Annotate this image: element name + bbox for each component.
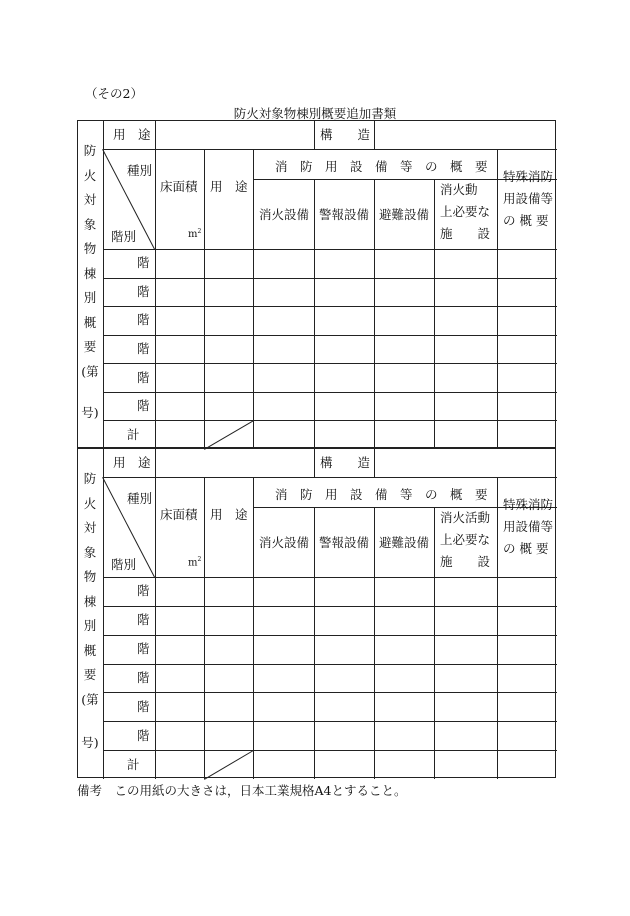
- label-kai: 階: [137, 369, 150, 385]
- label-kai: 階: [137, 341, 150, 356]
- label-tokushu: 特殊消防: [503, 169, 554, 184]
- label-youto: 用 途: [113, 455, 151, 470]
- label-tokushu: 特殊消防: [503, 497, 554, 512]
- label-katsudou: 消火動: [440, 182, 478, 197]
- col-line-kai: [155, 477, 156, 779]
- label-katsudou: 消火活動: [440, 510, 491, 525]
- label-col-youto: 用 途: [210, 507, 248, 522]
- label-yukamenseki: 床面積: [160, 507, 198, 522]
- label-tokushu: 用設備等: [503, 191, 554, 206]
- side-title-char: 概: [83, 314, 97, 330]
- label-kai: 階: [137, 255, 150, 271]
- side-title-char: 防: [83, 143, 97, 158]
- side-title-char: 物: [83, 241, 97, 256]
- row-line-floor: [103, 363, 557, 364]
- side-title-char: 号): [81, 735, 99, 750]
- label-kei: 計: [127, 426, 140, 442]
- label-col-youto: 用 途: [210, 179, 248, 194]
- label-kai: 階: [137, 283, 150, 299]
- label-katsudou: 上必要な: [440, 532, 491, 547]
- label-shouka: 消火設備: [259, 535, 310, 550]
- col-line-youto-label: [155, 121, 156, 149]
- label-katsudou: 施 設: [440, 226, 491, 241]
- total-diagonal: [204, 420, 254, 449]
- row-line-floor: [103, 420, 557, 421]
- side-title-char: 対: [83, 520, 97, 535]
- side-title-char: 火: [83, 495, 97, 511]
- row-line-floor: [103, 306, 557, 307]
- side-title-char: 要: [83, 667, 97, 682]
- col-line-tokushu: [497, 477, 498, 779]
- col-line-hinan: [434, 179, 435, 449]
- label-kai: 階: [137, 670, 150, 685]
- row-line-floor: [103, 278, 557, 279]
- building-summary-table-1: [77, 120, 556, 448]
- col-line-shouka: [314, 179, 315, 449]
- col-line-tokushu: [497, 149, 498, 449]
- side-title-char: 棟: [83, 593, 97, 609]
- label-unit-m2: $m^2$: [188, 556, 202, 569]
- label-kai: 階: [137, 398, 150, 414]
- label-tokushu: 用設備等: [503, 519, 554, 534]
- label-hinan: 避難設備: [379, 535, 430, 550]
- row-line-floor: [103, 721, 557, 722]
- side-divider: [103, 449, 104, 779]
- label-kaibetsu: 階別: [111, 229, 137, 244]
- side-title-char: 別: [83, 618, 97, 633]
- label-shouka: 消火設備: [259, 207, 310, 222]
- building-summary-table-2: [77, 448, 556, 778]
- col-line-youto: [253, 149, 254, 449]
- side-title-char: (第: [81, 363, 99, 379]
- row-line-floor: [103, 606, 557, 607]
- document-title: 防火対象物棟別概要追加書類: [233, 106, 397, 121]
- label-hinan: 避難設備: [379, 207, 430, 222]
- col-line-keihou: [374, 507, 375, 779]
- row-line-floor: [103, 392, 557, 393]
- row-line-floor: [103, 750, 557, 751]
- row-line-header-bottom: [103, 249, 557, 250]
- row-line-floor: [103, 635, 557, 636]
- col-line-yuka: [204, 149, 205, 449]
- label-gaiyou: 消 防 用 設 備 等 の 概 要: [275, 487, 488, 502]
- row-line-youto: [103, 477, 557, 478]
- label-kai: 階: [137, 312, 150, 328]
- row-line-youto: [103, 149, 557, 150]
- side-title-char: (第: [81, 691, 99, 707]
- label-youto: 用 途: [113, 127, 151, 142]
- side-title-char: 対: [83, 192, 97, 207]
- label-kai: 階: [137, 641, 150, 657]
- note-sono2: （その2）: [85, 86, 143, 101]
- label-keihou: 警報設備: [319, 535, 370, 550]
- side-title-char: 号): [81, 405, 99, 420]
- col-line-kouzou-right: [374, 449, 375, 477]
- total-diagonal: [204, 750, 254, 780]
- side-title-char: 棟: [83, 265, 97, 281]
- side-title-char: 概: [83, 642, 97, 658]
- label-kouzou: 構 造: [320, 455, 371, 470]
- label-kouzou: 構 造: [320, 127, 371, 142]
- row-line-floor: [103, 664, 557, 665]
- row-line-header-bottom: [103, 577, 557, 578]
- label-gaiyou: 消 防 用 設 備 等 の 概 要: [275, 159, 488, 174]
- label-kai: 階: [137, 612, 150, 628]
- col-line-hinan: [434, 507, 435, 779]
- label-kai: 階: [137, 698, 150, 714]
- row-line-floor: [103, 335, 557, 336]
- side-title-char: 防: [83, 471, 97, 486]
- label-kai: 階: [137, 583, 150, 599]
- side-title-char: 物: [83, 569, 97, 584]
- label-kei: 計: [127, 756, 140, 772]
- side-title-char: 象: [83, 216, 97, 232]
- label-katsudou: 上必要な: [440, 204, 491, 219]
- label-keihou: 警報設備: [319, 207, 370, 222]
- side-title-char: 火: [83, 167, 97, 183]
- side-divider: [103, 121, 104, 449]
- col-line-youto-label: [155, 449, 156, 477]
- col-line-kouzou-left: [314, 449, 315, 477]
- side-title-char: 象: [83, 544, 97, 560]
- label-katsudou: 施 設: [440, 554, 491, 569]
- col-line-kouzou-left: [314, 121, 315, 149]
- label-kai: 階: [137, 727, 150, 743]
- col-line-yuka: [204, 477, 205, 779]
- row-line-floor: [103, 692, 557, 693]
- col-line-kouzou-right: [374, 121, 375, 149]
- label-unit-m2: $m^2$: [188, 228, 202, 241]
- label-yukamenseki: 床面積: [160, 179, 198, 194]
- label-tokushu: の 概 要: [503, 213, 549, 228]
- side-title-char: 要: [83, 339, 97, 354]
- label-kaibetsu: 階別: [111, 557, 137, 572]
- col-line-youto: [253, 477, 254, 779]
- col-line-kai: [155, 149, 156, 449]
- side-title-char: 別: [83, 290, 97, 305]
- col-line-keihou: [374, 179, 375, 449]
- label-shubetsu: 種別: [127, 491, 153, 506]
- col-line-shouka: [314, 507, 315, 779]
- label-tokushu: の 概 要: [503, 541, 549, 556]
- label-shubetsu: 種別: [127, 163, 153, 178]
- footer-note: 備考 この用紙の大きさは，日本工業規格A4とすること。: [77, 783, 407, 798]
